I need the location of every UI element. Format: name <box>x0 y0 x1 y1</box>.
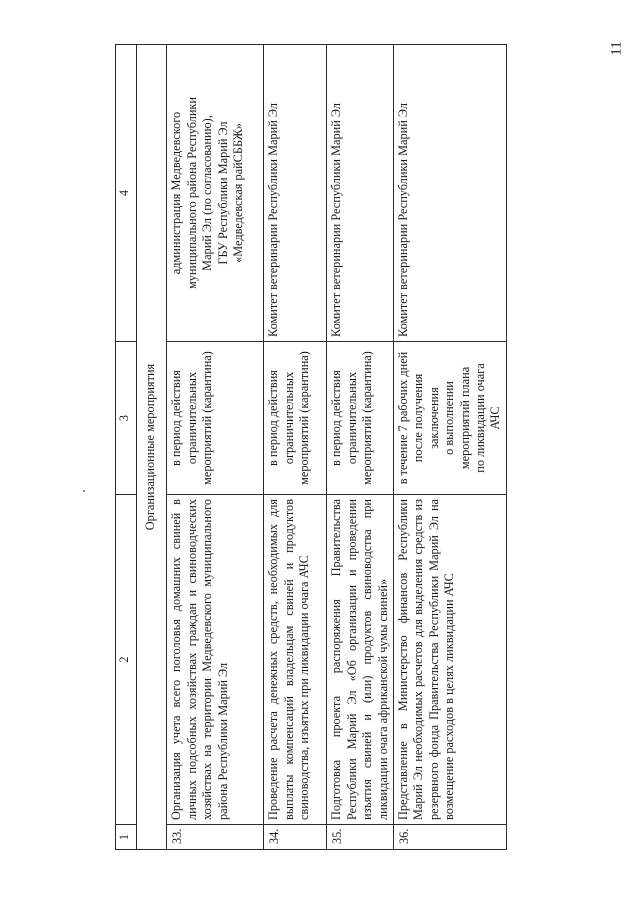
table-row <box>327 45 394 850</box>
responsible-cell <box>327 45 394 342</box>
term-line: мероприятий (карантина) <box>297 351 312 485</box>
term-cell <box>327 342 394 495</box>
term-line: мероприятий (карантина) <box>200 351 215 485</box>
term-line: в период действия <box>266 370 281 466</box>
responsible-line: «Медведевская райСББЖ» <box>231 123 246 263</box>
responsible-line: муниципального района Республики <box>184 97 199 289</box>
table-row <box>394 45 507 850</box>
row-number: 34. <box>264 825 327 850</box>
column-number: 2 <box>116 495 137 825</box>
action-cell: Представление в Министерство финансов Республики Марий Эл необходимых расчетов для выделения средств из резервного фонда Правительства Республики Марий Эл на возмещение расходов в целях ликвидации АЧС <box>394 495 507 825</box>
term-line: мероприятий (карантина) <box>360 351 375 485</box>
responsible-cell <box>167 45 264 342</box>
term-line: АЧС <box>488 406 503 430</box>
scan-speck <box>83 490 85 492</box>
action-cell: Подготовка проекта распоряжения Правительства Республики Марий Эл «Об организации и проведении изъятия свиней и (или) продуктов свиноводства при ликвидации очага африканской чумы свиней» <box>327 495 394 825</box>
responsible-line: Комитет ветеринарии Республики Марий Эл <box>329 103 344 337</box>
table-row <box>264 45 327 850</box>
rotated-table-container <box>115 45 610 850</box>
action-cell: Проведение расчета денежных средств, необходимых для выплаты компенсаций владельцам свиней и продуктов свиноводства, изъятых при ликвидации очага АЧС <box>264 495 327 825</box>
responsible-line: администрация Медведевского <box>169 111 184 275</box>
term-line: ограничительных <box>344 371 359 465</box>
column-number-row <box>116 45 137 850</box>
responsible-line: Комитет ветеринарии Республики Марий Эл <box>396 103 411 337</box>
row-number: 33. <box>167 825 264 850</box>
term-cell <box>167 342 264 495</box>
column-number: 4 <box>116 45 137 342</box>
page-number: 11 <box>608 41 625 56</box>
column-number: 3 <box>116 342 137 495</box>
term-line: в течение 7 рабочих дней <box>396 351 411 485</box>
row-number: 35. <box>327 825 394 850</box>
term-line: по ликвидации очага <box>473 363 488 473</box>
responsible-line: ГБУ Республики Марий Эл <box>215 121 230 265</box>
section-title: Организационные мероприятия <box>137 45 167 850</box>
term-line: ограничительных <box>281 371 296 465</box>
row-number: 36. <box>394 825 507 850</box>
measures-table <box>115 44 507 850</box>
term-line: в период действия <box>329 370 344 466</box>
responsible-line: Марий Эл (по согласованию), <box>200 115 215 271</box>
action-cell: Организация учета всего поголовья домашних свиней в личных подсобных хозяйствах граждан и свиноводческих хозяйствах на территории Медведевского муниципального района Республики Марий Эл <box>167 495 264 825</box>
term-line: ограничительных <box>184 371 199 465</box>
table-row <box>167 45 264 850</box>
responsible-cell <box>264 45 327 342</box>
term-cell <box>394 342 507 495</box>
term-line: в период действия <box>169 370 184 466</box>
term-cell <box>264 342 327 495</box>
term-line: мероприятий плана <box>457 366 472 470</box>
term-line: после получения <box>411 373 426 463</box>
column-number: 1 <box>116 825 137 850</box>
responsible-cell <box>394 45 507 342</box>
responsible-line: Комитет ветеринарии Республики Марий Эл <box>266 103 281 337</box>
term-line: о выполнении <box>442 381 457 455</box>
term-line: заключения <box>426 387 441 449</box>
section-row <box>137 45 167 850</box>
